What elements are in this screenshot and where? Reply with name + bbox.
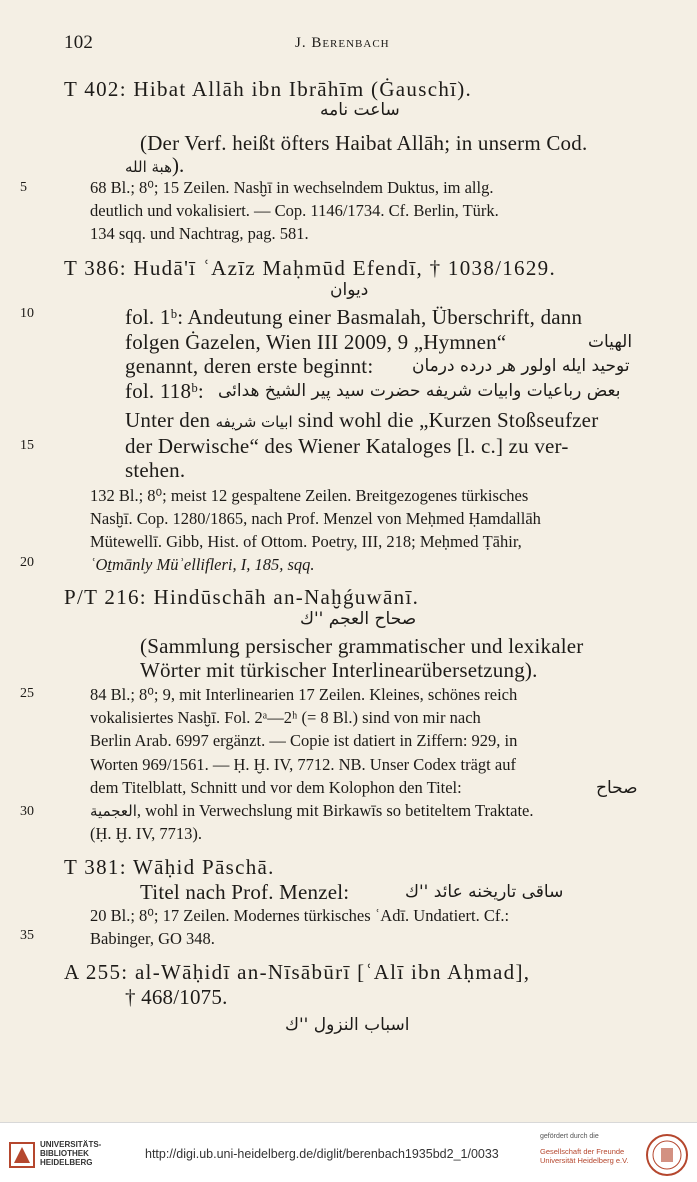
arabic-title [405, 882, 563, 902]
line-number: 10 [20, 306, 34, 321]
line-number: 5 [20, 180, 27, 195]
description-line: Berlin Arab. 6997 ergänzt. — Copie ist datiert in Ziffern: 929, in [90, 731, 518, 750]
arabic-prefix: ''ك [405, 882, 429, 902]
entry-note [125, 153, 184, 178]
arabic-title-text: ساقى تاريخنه عائد [433, 882, 564, 902]
running-head-author: J. Berenbach [295, 35, 390, 51]
description-line: dem Titelblatt, Schnitt und vor dem Kolophon den Titel: [90, 778, 462, 797]
arabic-phrase: ابيات شريفه [215, 413, 293, 431]
library-logo-icon [8, 1141, 36, 1169]
entry-title: A 255: al-Wāḥidī an-Nīsābūrī [ʿAlī ibn Aḥmad], [64, 960, 531, 984]
entry-line: folgen Ġazelen, Wien III 2009, 9 „Hymnen“ [125, 330, 507, 354]
entry-line: fol. 118ᵇ: [125, 379, 204, 403]
description-line: Nasḫī. Cop. 1280/1865, nach Prof. Menzel von Meḥmed Ḥamdallāh [90, 509, 541, 528]
library-name [40, 1140, 101, 1167]
arabic-title [285, 1015, 409, 1035]
description-line: Babinger, GO 348. [90, 929, 215, 948]
description-line: deutlich und vokalisiert. — Cop. 1146/1734. Cf. Berlin, Türk. [90, 201, 499, 220]
footer-bar [0, 1122, 697, 1182]
entry-title: T 386: Hudā'ī ʿAzīz Maḥmūd Efendī, † 1038/1629. [64, 256, 557, 280]
line-number: 20 [20, 555, 34, 570]
entry-note: (Sammlung persischer grammatischer und lexikaler [140, 634, 584, 658]
entry-note: (Der Verf. heißt öfters Haibat Allāh; in unserm Cod. [140, 131, 588, 155]
arabic-word: الهيات [588, 332, 633, 352]
arabic-title: ساعت نامه [320, 100, 400, 120]
line-number: 35 [20, 928, 34, 943]
arabic-prefix: ''ك [285, 1015, 309, 1035]
arabic-title-text: صحاح العجم [328, 609, 417, 629]
description-line: 20 Bl.; 8⁰; 17 Zeilen. Modernes türkisches ʿAdī. Undatiert. Cf.: [90, 906, 510, 925]
entry-line: stehen. [125, 458, 186, 482]
arabic-title: ديوان [330, 280, 369, 300]
entry-line [125, 408, 598, 433]
arabic-word: صحاح [596, 778, 638, 798]
entry-title: T 381: Wāḥid Pāschā. [64, 855, 275, 879]
description-line [90, 801, 533, 821]
line-number: 15 [20, 438, 34, 453]
description-line: Mütewellī. Gibb, Hist. of Ottom. Poetry, III, 218; Meḥmed Ṭāhir, [90, 532, 522, 551]
description-line: Worten 969/1561. — Ḥ. Ḫ. IV, 7712. NB. Unser Codex trägt auf [90, 755, 516, 774]
description-line: 84 Bl.; 8⁰; 9, mit Interlinearien 17 Zeilen. Kleines, schönes reich [90, 685, 518, 704]
text-fragment: , wohl in Verwechslung mit Birkawīs so betiteltem Traktate. [136, 801, 534, 820]
page-number: 102 [64, 32, 94, 53]
arabic-prefix: ''ك [300, 609, 324, 629]
arabic-name: هبة الله [125, 158, 172, 176]
entry-title: T 402: Hibat Allāh ibn Ibrāhīm (Ġauschī). [64, 77, 473, 101]
arabic-verse: بعض رباعيات وابيات شريفه حضرت سيد پير الشيخ هدائى [218, 381, 621, 401]
library-name-line: BIBLIOTHEK [40, 1149, 89, 1158]
funded-by-label: gefördert durch die [540, 1133, 599, 1140]
permalink-url[interactable]: http://digi.ub.uni-heidelberg.de/diglit/berenbach1935bd2_1/0033 [145, 1147, 499, 1161]
arabic-title [300, 609, 416, 629]
text-fragment: sind wohl die „Kurzen Stoßseufzer [297, 408, 599, 432]
description-line: 132 Bl.; 8⁰; meist 12 gespaltene Zeilen. Breitgezogenes türkisches [90, 486, 529, 505]
entry-title: P/T 216: Hindūschāh an-Naḫǵuwānī. [64, 585, 420, 609]
entry-note: Wörter mit türkischer Interlinearübersetzung). [140, 658, 538, 682]
library-name-line: UNIVERSITÄTS- [40, 1140, 102, 1149]
arabic-word: العجمية [90, 802, 137, 820]
description-line: ʿOṯmānly Müʾellifleri, I, 185, sqq. [90, 555, 315, 574]
line-number: 30 [20, 804, 34, 819]
description-line: (Ḥ. Ḫ. IV, 7713). [90, 824, 202, 843]
society-name-line: Gesellschaft der Freunde [540, 1147, 625, 1156]
description-line: 134 sqq. und Nachtrag, pag. 581. [90, 224, 309, 243]
society-name-line: Universität Heidelberg e.V. [540, 1156, 629, 1165]
society-seal-icon [645, 1133, 689, 1177]
paren-close: ). [172, 153, 185, 177]
description-line: 68 Bl.; 8⁰; 15 Zeilen. Nasḫī in wechselndem Duktus, im allg. [90, 178, 494, 197]
arabic-verse: توحيد ايله اولور هر درده درمان [412, 356, 630, 376]
arabic-title-text: اسباب النزول [313, 1015, 410, 1035]
description-line: vokalisiertes Nasḫī. Fol. 2ᵃ—2ʰ (= 8 Bl.) sind von mir nach [90, 708, 481, 727]
line-number: 25 [20, 686, 34, 701]
entry-line: † 468/1075. [125, 985, 228, 1009]
entry-line: Titel nach Prof. Menzel: [140, 880, 350, 904]
entry-line: der Derwische“ des Wiener Kataloges [l. c.] zu ver- [125, 434, 569, 458]
entry-line: fol. 1ᵇ: Andeutung einer Basmalah, Überschrift, dann [125, 305, 583, 329]
entry-line: genannt, deren erste beginnt: [125, 354, 374, 378]
text-fragment: Unter den [125, 408, 211, 432]
society-name [540, 1147, 629, 1165]
library-name-line: HEIDELBERG [40, 1158, 93, 1167]
